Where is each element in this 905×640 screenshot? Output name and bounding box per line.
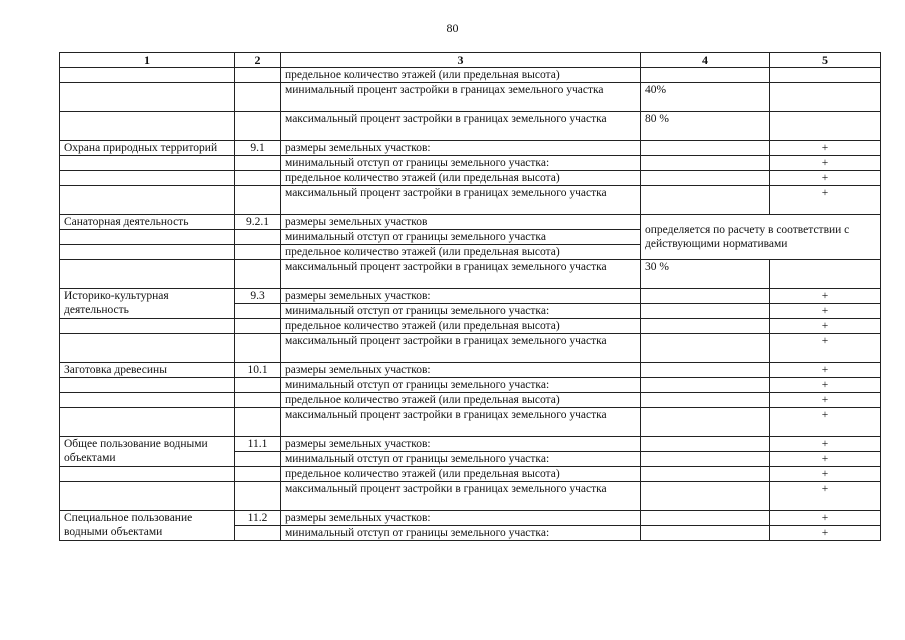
table-row <box>60 171 881 186</box>
code-cell: 11.2 <box>235 511 281 526</box>
value-cell <box>641 467 770 482</box>
table-row <box>60 260 881 289</box>
table-row <box>60 393 881 408</box>
code-cell <box>235 319 281 334</box>
value-cell <box>641 526 770 541</box>
parameter-cell: максимальный процент застройки в границах земельного участка <box>281 334 641 363</box>
parameter-cell: минимальный отступ от границы земельного участка: <box>281 156 641 171</box>
value-cell <box>641 304 770 319</box>
mark-cell: + <box>770 378 881 393</box>
table-header-row <box>60 53 881 68</box>
use-name-cell <box>60 393 235 408</box>
table-row <box>60 334 881 363</box>
code-cell <box>235 408 281 437</box>
parameter-cell: минимальный отступ от границы земельного участка: <box>281 526 641 541</box>
value-cell <box>641 141 770 156</box>
mark-cell: + <box>770 304 881 319</box>
table-row <box>60 141 881 156</box>
column-header: 4 <box>641 53 770 68</box>
parameter-cell: максимальный процент застройки в границах земельного участка <box>281 482 641 511</box>
table-row <box>60 378 881 393</box>
mark-cell: + <box>770 511 881 526</box>
code-cell <box>235 260 281 289</box>
parameter-cell: максимальный процент застройки в границах земельного участка <box>281 186 641 215</box>
use-name-cell: Специальное пользование водными объектами <box>60 511 235 541</box>
value-cell <box>641 511 770 526</box>
parameter-cell: предельное количество этажей (или предельная высота) <box>281 245 641 260</box>
code-cell <box>235 334 281 363</box>
value-cell <box>641 452 770 467</box>
table-row <box>60 112 881 141</box>
mark-cell <box>770 260 881 289</box>
code-cell <box>235 393 281 408</box>
mark-cell: + <box>770 363 881 378</box>
table-row <box>60 482 881 511</box>
parameter-cell: предельное количество этажей (или предельная высота) <box>281 393 641 408</box>
table-row <box>60 215 881 230</box>
code-cell <box>235 452 281 467</box>
parameter-cell: размеры земельных участков: <box>281 141 641 156</box>
use-name-cell <box>60 68 235 83</box>
value-cell <box>641 482 770 511</box>
table-row <box>60 186 881 215</box>
mark-cell: + <box>770 319 881 334</box>
use-name-cell <box>60 245 235 260</box>
code-cell <box>235 83 281 112</box>
value-cell <box>641 171 770 186</box>
use-name-cell <box>60 83 235 112</box>
column-header: 5 <box>770 53 881 68</box>
parameter-cell: минимальный отступ от границы земельного участка <box>281 230 641 245</box>
table-row <box>60 319 881 334</box>
mark-cell: + <box>770 393 881 408</box>
value-cell <box>641 334 770 363</box>
table-row <box>60 83 881 112</box>
parameter-cell: размеры земельных участков: <box>281 437 641 452</box>
mark-cell: + <box>770 141 881 156</box>
value-cell: 30 % <box>641 260 770 289</box>
table-row <box>60 363 881 378</box>
mark-cell: + <box>770 437 881 452</box>
parameter-cell: размеры земельных участков: <box>281 289 641 304</box>
code-cell <box>235 245 281 260</box>
mark-cell <box>770 83 881 112</box>
use-name-cell: Заготовка древесины <box>60 363 235 378</box>
table-row <box>60 68 881 83</box>
value-cell <box>641 408 770 437</box>
use-name-cell <box>60 230 235 245</box>
parameter-cell: максимальный процент застройки в границах земельного участка <box>281 408 641 437</box>
code-cell: 9.1 <box>235 141 281 156</box>
use-name-cell: Санаторная деятельность <box>60 215 235 230</box>
value-cell <box>641 319 770 334</box>
parameter-cell: размеры земельных участков <box>281 215 641 230</box>
code-cell <box>235 68 281 83</box>
use-name-cell <box>60 482 235 511</box>
code-cell: 9.3 <box>235 289 281 304</box>
use-name-cell: Общее пользование водными объектами <box>60 437 235 467</box>
table-row <box>60 156 881 171</box>
parameter-cell: предельное количество этажей (или предельная высота) <box>281 171 641 186</box>
use-name-cell <box>60 319 235 334</box>
parameter-cell: минимальный процент застройки в границах земельного участка <box>281 83 641 112</box>
merged-note-cell: определяется по расчету в соответствии с действующими нормативами <box>641 215 881 260</box>
code-cell <box>235 304 281 319</box>
table-row <box>60 408 881 437</box>
value-cell <box>641 156 770 171</box>
page-number: 80 <box>446 21 459 35</box>
parameter-cell: предельное количество этажей (или предельная высота) <box>281 319 641 334</box>
use-name-cell <box>60 334 235 363</box>
value-cell <box>641 393 770 408</box>
value-cell <box>641 378 770 393</box>
value-cell: 80 % <box>641 112 770 141</box>
code-cell <box>235 112 281 141</box>
use-name-cell <box>60 467 235 482</box>
table-row <box>60 511 881 526</box>
mark-cell: + <box>770 186 881 215</box>
parameter-cell: максимальный процент застройки в границах земельного участка <box>281 112 641 141</box>
code-cell: 9.2.1 <box>235 215 281 230</box>
mark-cell: + <box>770 334 881 363</box>
use-name-cell <box>60 156 235 171</box>
code-cell: 10.1 <box>235 363 281 378</box>
parameter-cell: максимальный процент застройки в границах земельного участка <box>281 260 641 289</box>
mark-cell: + <box>770 171 881 186</box>
use-name-cell: Охрана природных территорий <box>60 141 235 156</box>
parameter-cell: минимальный отступ от границы земельного участка: <box>281 378 641 393</box>
use-name-cell <box>60 112 235 141</box>
mark-cell <box>770 112 881 141</box>
mark-cell: + <box>770 408 881 437</box>
use-name-cell <box>60 171 235 186</box>
zoning-parameters-table <box>59 52 881 541</box>
table-row <box>60 289 881 304</box>
value-cell <box>641 289 770 304</box>
code-cell: 11.1 <box>235 437 281 452</box>
code-cell <box>235 171 281 186</box>
column-header: 3 <box>281 53 641 68</box>
use-name-cell <box>60 378 235 393</box>
use-name-cell <box>60 260 235 289</box>
table-row <box>60 437 881 452</box>
parameter-cell: предельное количество этажей (или предельная высота) <box>281 68 641 83</box>
code-cell <box>235 467 281 482</box>
table-row <box>60 467 881 482</box>
mark-cell: + <box>770 452 881 467</box>
column-header: 1 <box>60 53 235 68</box>
value-cell: 40% <box>641 83 770 112</box>
code-cell <box>235 186 281 215</box>
parameter-cell: размеры земельных участков: <box>281 363 641 378</box>
code-cell <box>235 526 281 541</box>
parameter-cell: минимальный отступ от границы земельного участка: <box>281 304 641 319</box>
value-cell <box>641 186 770 215</box>
value-cell <box>641 68 770 83</box>
mark-cell: + <box>770 289 881 304</box>
code-cell <box>235 156 281 171</box>
use-name-cell: Историко-культурная деятельность <box>60 289 235 319</box>
mark-cell <box>770 68 881 83</box>
mark-cell: + <box>770 482 881 511</box>
mark-cell: + <box>770 156 881 171</box>
code-cell <box>235 482 281 511</box>
value-cell <box>641 437 770 452</box>
column-header: 2 <box>235 53 281 68</box>
use-name-cell <box>60 186 235 215</box>
use-name-cell <box>60 408 235 437</box>
parameter-cell: размеры земельных участков: <box>281 511 641 526</box>
code-cell <box>235 378 281 393</box>
parameter-cell: минимальный отступ от границы земельного участка: <box>281 452 641 467</box>
code-cell <box>235 230 281 245</box>
mark-cell: + <box>770 467 881 482</box>
mark-cell: + <box>770 526 881 541</box>
value-cell <box>641 363 770 378</box>
parameter-cell: предельное количество этажей (или предельная высота) <box>281 467 641 482</box>
